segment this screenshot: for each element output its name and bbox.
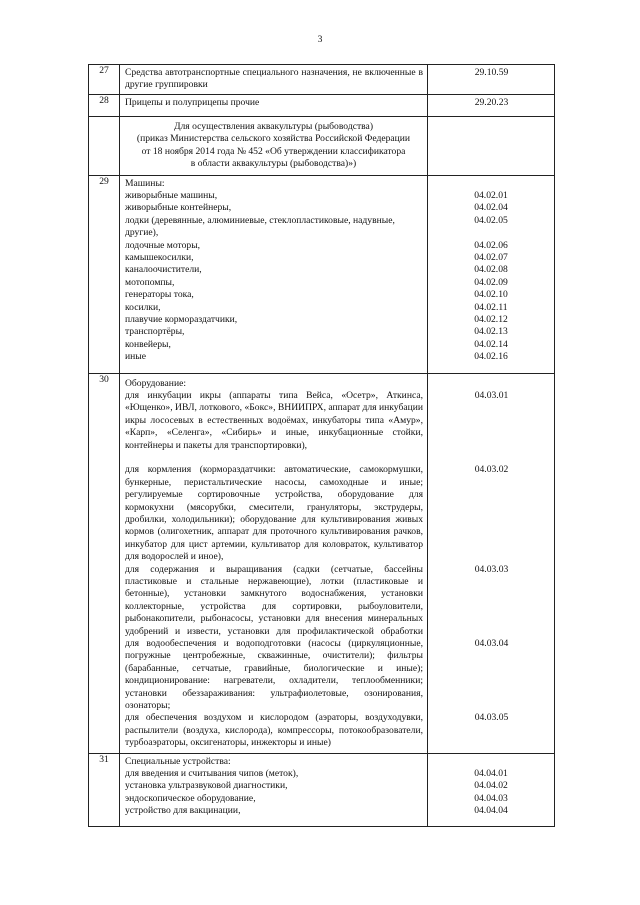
row-number: 30: [89, 373, 120, 753]
code-text: 04.04.03: [474, 792, 508, 804]
row-code: [428, 175, 555, 373]
row-number: 27: [89, 65, 120, 95]
table-row: [89, 65, 555, 95]
list-item: камышекосилки,: [125, 252, 194, 263]
row-code: [428, 95, 555, 117]
row-description: [120, 753, 428, 826]
code-text: 04.03.05: [474, 712, 509, 724]
list-item: иные: [125, 351, 146, 363]
row-title: Оборудование:: [125, 377, 187, 389]
row-code: [428, 65, 555, 95]
code-text: 04.04.04: [474, 805, 508, 817]
row-number: 28: [89, 95, 120, 117]
code-text: 04.03.02: [474, 464, 509, 476]
code-text: 29.10.59: [474, 67, 509, 78]
page-number: 3: [317, 34, 323, 45]
row-text: Прицепы и полуприцепы прочие: [125, 97, 260, 108]
section-heading: [120, 117, 428, 176]
list-item: для содержания и выращивания (садки (сетчатые, бассейны пластиковые и стальные нержавеющие), лотки (пластиковые и бетонные), установки замкнутого водоснабжения, установки коллекторные, устройства для сортировки, рыбоуловители, рыбонакопители, рыбонасосы, установки для внесения минеральных удобрений и извести, установки для профилактической обработки: [125, 563, 423, 637]
heading-line: (приказ Министерства сельского хозяйства Российской Федерации: [136, 133, 411, 145]
row-description: [120, 65, 428, 95]
code-text: 04.02.16: [474, 351, 508, 363]
list-item: косилки,: [125, 301, 161, 313]
list-item: для водообеспечения и водоподготовки (насосы (циркуляционные, погружные центробежные, скважинные, очистители); фильтры (барабанные, сетчатые, гравийные, биологические и иные); кондиционирование: нагреватели, охладители, теплообменники; установки обеззараживания: ультрафиолетовые, озонирования, озонаторы;: [125, 638, 423, 712]
code-text: 04.02.07: [474, 251, 508, 263]
table-row: [89, 95, 555, 117]
code-text: 29.20.23: [474, 97, 509, 108]
code-text: 04.02.08: [474, 264, 508, 276]
code-text: 04.02.04: [474, 202, 508, 214]
list-item: для инкубации икры (аппараты типа Вейса, «Осетр», Аткинса, «Ющенко», ИВЛ, лоткового, «Бокс», ВНИИПРХ, аппарат для инкубации икры лососевых в естественных водоёмах, инкубаторы типа «Амур», «Карп», «Селенга», «Сибирь» и иные, инкубационные стойки, контейнеры и пакеты для транспортировки),: [125, 390, 423, 451]
row-text: Средства автотранспортные специального назначения, не включенные в другие группировки: [125, 67, 423, 91]
code-text: 04.02.06: [474, 239, 508, 251]
list-item: генераторы тока,: [125, 289, 194, 301]
row-number: 31: [89, 753, 120, 826]
list-item: каналоочистители,: [125, 264, 202, 276]
code-text: 04.04.02: [474, 780, 508, 792]
row-code: [428, 373, 555, 753]
list-item: плавучие кормораздатчики,: [125, 313, 238, 325]
row-description: [120, 95, 428, 117]
code-text: 04.03.01: [474, 390, 509, 402]
list-item: живорыбные контейнеры,: [125, 202, 232, 214]
list-item: для обеспечения воздухом и кислородом (аэраторы, воздуходувки, распылители (воздуха, кислорода), компрессоры, потокообразователи, турбоаэраторы, оксигенаторы, инжекторы и иные): [125, 712, 423, 749]
list-item: лодки (деревянные, алюминиевые, стеклопластиковые, надувные, другие),: [125, 214, 395, 239]
table-row: [89, 373, 555, 753]
heading-line: Для осуществления аквакультуры (рыбоводства): [173, 121, 374, 132]
list-item: лодочные моторы,: [125, 239, 201, 251]
heading-line: в области аквакультуры (рыбоводства)»): [190, 158, 357, 170]
code-text: 04.02.13: [474, 326, 508, 338]
code-text: 04.02.05: [474, 214, 508, 226]
list-item: конвейеры,: [125, 338, 171, 350]
code-text: 04.02.12: [474, 313, 508, 325]
code-text: 04.02.14: [474, 338, 508, 350]
code-text: 04.04.01: [474, 768, 508, 780]
table-row: [89, 175, 555, 373]
row-number: 29: [89, 175, 120, 373]
list-item: установка ультразвуковой диагностики,: [125, 780, 288, 792]
row-title: Машины:: [125, 177, 165, 189]
list-item: эндоскопическое оборудование,: [125, 792, 256, 804]
row-description: [120, 175, 428, 373]
list-item: живорыбные машины,: [125, 190, 218, 202]
list-item: устройство для вакцинации,: [125, 805, 241, 817]
list-item: для введения и считывания чипов (меток),: [125, 768, 299, 780]
row-title: Специальные устройства:: [125, 755, 231, 767]
table-row: [89, 753, 555, 826]
section-heading-row: [89, 117, 555, 176]
classifier-table: [88, 64, 555, 827]
list-item: мотопомпы,: [125, 276, 175, 288]
code-text: 04.02.10: [474, 289, 508, 301]
code-text: 04.02.01: [474, 190, 508, 202]
code-text: 04.03.03: [474, 563, 509, 575]
code-text: 04.02.09: [474, 276, 508, 288]
code-text: 04.03.04: [474, 637, 509, 649]
row-code: [428, 753, 555, 826]
row-description: [120, 373, 428, 753]
list-item: транспортёры,: [125, 326, 185, 338]
heading-line: от 18 ноября 2014 года № 452 «Об утверждении классификатора: [141, 145, 406, 157]
code-text: 04.02.11: [474, 301, 508, 313]
list-item: для кормления (кормораздатчики: автоматические, самокормушки, бункерные, перистальтические насосы, самоходные и иные; регулируемые сортировочные устройства, оборудование для кормокухни (мясорубки, смесители, грануляторы, экструдеры, дробилки, холодильники); оборудование для культивирования живых кормов (олигохетник, аппарат для проточного культивирования рачков, инкубатор для цист артемии, культиватор для коловраток, культиватор для водорослей и иное),: [125, 464, 423, 563]
